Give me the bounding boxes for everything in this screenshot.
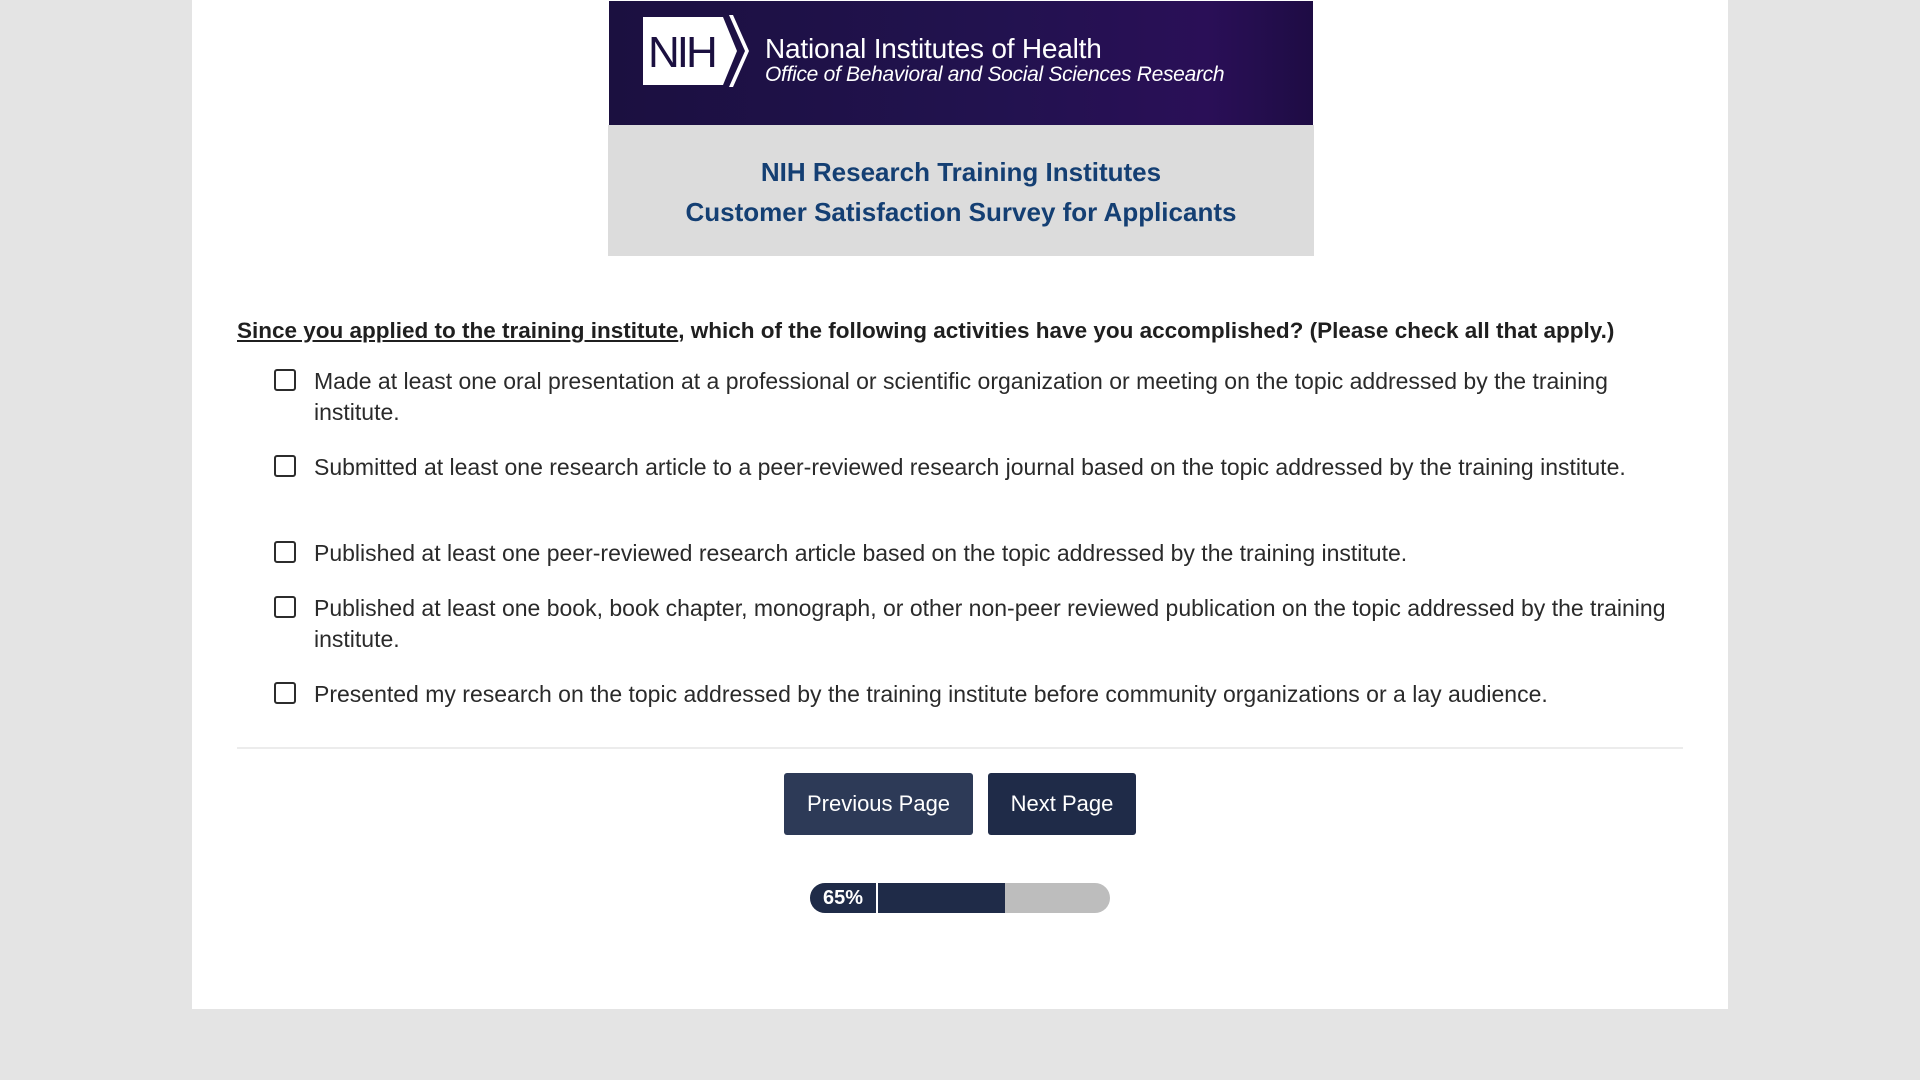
survey-title-block	[608, 125, 1314, 256]
nih-header	[609, 1, 1313, 125]
checkbox[interactable]	[274, 541, 296, 563]
progress-bar	[810, 883, 1110, 913]
survey-title-line2: Customer Satisfaction Survey for Applicants	[685, 197, 1237, 227]
next-page-button[interactable]: Next Page	[988, 773, 1136, 835]
question-underlined-lead: Since you applied to the training institute	[237, 318, 679, 343]
option-community-presentation[interactable]	[274, 679, 1674, 710]
option-label: Presented my research on the topic addressed by the training institute before community organizations or a lay audience.	[314, 681, 1548, 707]
checkbox[interactable]	[274, 369, 296, 391]
survey-title-line1: NIH Research Training Institutes	[760, 157, 1162, 187]
checkbox[interactable]	[274, 596, 296, 618]
option-label: Published at least one book, book chapter, monograph, or other non-peer reviewed publication on the topic addressed by the training institute.	[314, 595, 1666, 652]
office-name: Office of Behavioral and Social Sciences Research	[765, 63, 1225, 86]
question-text	[237, 318, 1677, 344]
divider	[237, 747, 1683, 749]
option-label: Submitted at least one research article to a peer-reviewed research journal based on the topic addressed by the training institute.	[314, 454, 1626, 480]
option-label: Published at least one peer-reviewed research article based on the topic addressed by the training institute.	[314, 540, 1408, 566]
nih-logo	[641, 13, 761, 89]
svg-text:NIH: NIH	[648, 28, 715, 77]
option-submitted-article[interactable]	[274, 452, 1674, 483]
org-name: National Institutes of Health	[765, 33, 1102, 64]
checkbox[interactable]	[274, 682, 296, 704]
survey-banner	[608, 0, 1314, 256]
previous-page-button[interactable]: Previous Page	[784, 773, 973, 835]
option-published-article[interactable]	[274, 538, 1674, 569]
option-published-book[interactable]	[274, 593, 1674, 655]
option-oral-presentation[interactable]	[274, 366, 1674, 428]
question-rest: , which of the following activities have you accomplished? (Please check all that apply.)	[678, 318, 1615, 343]
checkbox[interactable]	[274, 455, 296, 477]
progress-label: 65%	[810, 883, 878, 913]
option-label: Made at least one oral presentation at a professional or scientific organization or meeting on the topic addressed by the training institute.	[314, 368, 1608, 425]
